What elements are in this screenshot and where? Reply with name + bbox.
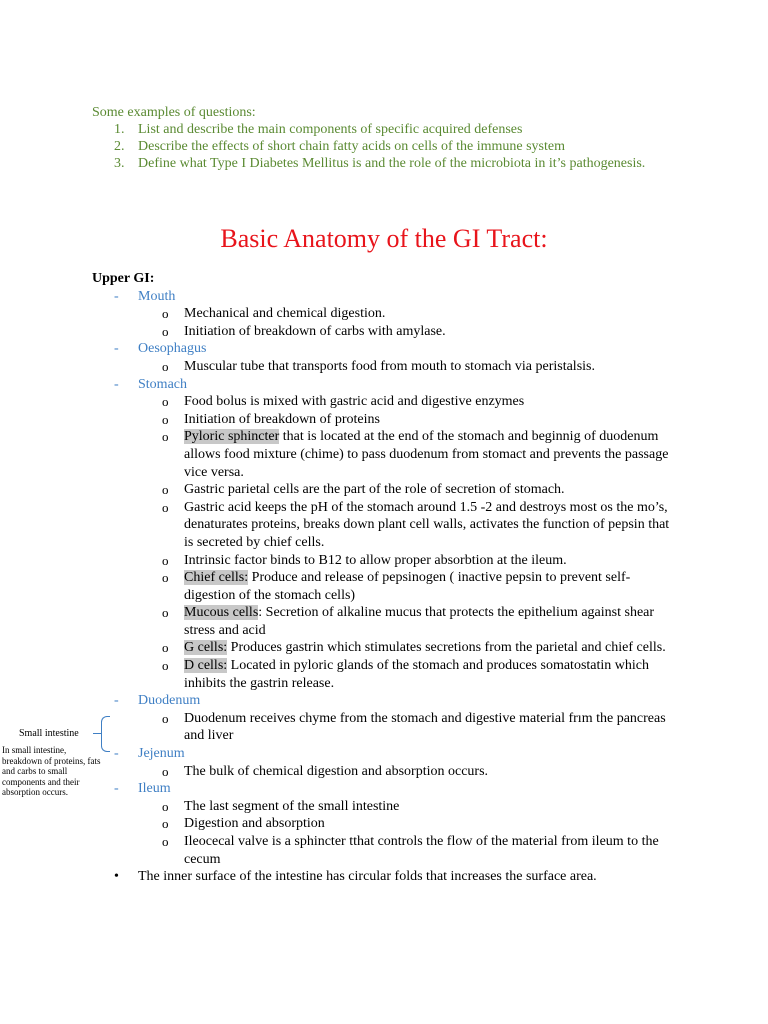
list-item: o G cells: Produces gastrin which stimulates secretions from the parietal and chief cells. <box>162 640 666 656</box>
example-questions <box>92 104 712 172</box>
list-item: o Ileocecal valve is a sphincter tthat controls the flow of the material from ileum to the cecum <box>162 834 659 867</box>
examples-heading: Some examples of questions: <box>92 105 256 120</box>
list-item: o Intrinsic factor binds to B12 to allow proper absorbtion at the ileum. <box>162 552 567 568</box>
comment-bracket-icon <box>101 716 110 752</box>
organ-stomach: - Stomach <box>114 376 187 392</box>
list-item: o Duodenum receives chyme from the stomach and digestive material frım the pancreas and liver <box>162 710 666 744</box>
list-item: 2. Describe the effects of short chain fatty acids on cells of the immune system <box>114 139 565 154</box>
list-item: o Pyloric sphincter that is located at the end of the stomach and beginnig of duodenum allows food mixture (chime) to pass duodenum from stomact and prevents the passage vice versa. <box>162 429 669 480</box>
list-item: o Chief cells: Produce and release of pepsinogen ( inactive pepsin to prevent self-digestion of the stomach cells) <box>162 570 631 603</box>
organ-duodenum: - Duodenum <box>114 693 201 709</box>
list-item: o D cells: Located in pyloric glands of the stomach and produces somatostatin which inhibits the gastrin release. <box>162 658 649 691</box>
list-item: o Gastric parietal cells are the part of the role of secretion of stomach. <box>162 482 565 498</box>
section-heading: Upper GI: <box>92 271 155 286</box>
list-item: 1. List and describe the main components of specific acquired defenses <box>114 122 523 137</box>
list-item: o Digestion and absorption <box>162 816 325 832</box>
highlighted-term: G cells: <box>184 640 228 656</box>
footer-bullet: • The inner surface of the intestine has circular folds that increases the surface area. <box>114 869 597 885</box>
margin-comment-label: Small intestine <box>19 728 79 739</box>
organ-oesophagus: - Oesophagus <box>114 341 207 357</box>
margin-comment-note: In small intestine, breakdown of proteins, fats and carbs to small components and their absorption occurs. <box>2 745 101 798</box>
list-item: o The last segment of the small intestine <box>162 798 400 814</box>
list-item: o The bulk of chemical digestion and absorption occurs. <box>162 763 489 779</box>
organ-jejenum: - Jejenum <box>114 746 185 762</box>
list-item: o Initiation of breakdown of carbs with amylase. <box>162 323 446 339</box>
highlighted-term: D cells: <box>184 658 228 674</box>
list-item: o Initiation of breakdown of proteins <box>162 411 380 427</box>
list-item: o Food bolus is mixed with gastric acid and digestive enzymes <box>162 394 525 410</box>
page-title: Basic Anatomy of the GI Tract: <box>220 224 548 253</box>
bullet-dot-icon: • <box>114 869 119 885</box>
list-item: o Muscular tube that transports food from mouth to stomach via peristalsis. <box>162 358 595 374</box>
highlighted-term: Chief cells: <box>184 570 249 586</box>
list-item: o Mechanical and chemical digestion. <box>162 306 386 322</box>
organ-mouth: - Mouth <box>114 288 176 304</box>
list-item: o Gastric acid keeps the pH of the stomach around 1.5 -2 and destroys most os the mo’s, denaturates proteins, breaks down plant cell walls, activates the function of pepsin that is secreted by chief cells. <box>162 499 670 550</box>
organ-ileum: - Ileum <box>114 781 171 797</box>
highlighted-term: Mucous cells <box>184 605 259 621</box>
list-item: o Mucous cells: Secretion of alkaline mucus that protects the epithelium against shear stress and acid <box>162 605 655 638</box>
upper-gi-section <box>92 270 672 886</box>
examples-list <box>92 121 712 172</box>
highlighted-term: Pyloric sphincter <box>184 429 280 445</box>
list-item: 3. Define what Type I Diabetes Mellitus is and the role of the microbiota in it’s pathogenesis. <box>114 156 646 171</box>
